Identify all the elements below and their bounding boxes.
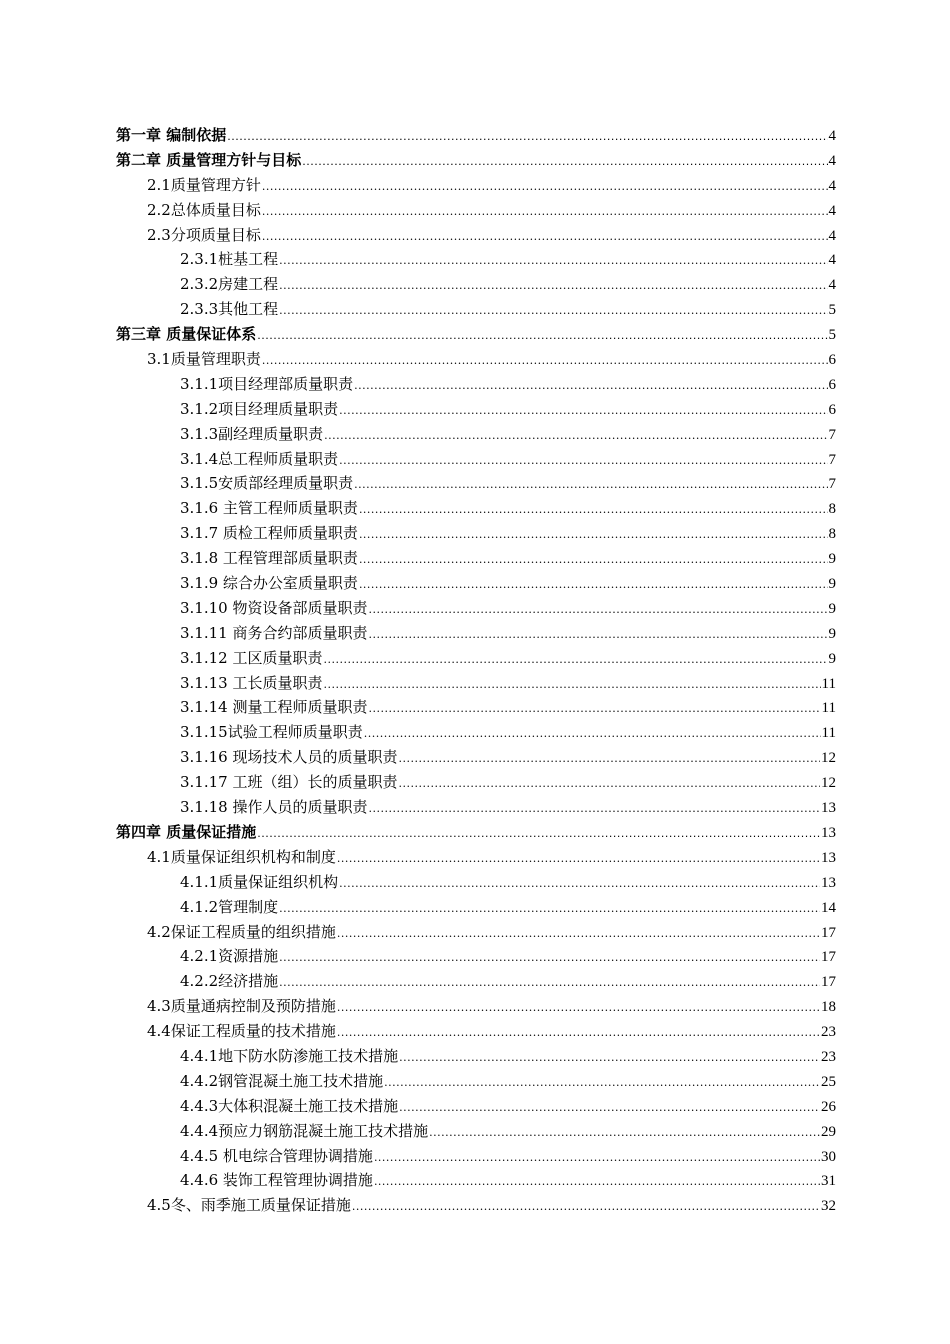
toc-entry-page-number: 6	[828, 376, 836, 393]
toc-entry-page-number: 23	[821, 1048, 836, 1065]
toc-subsection-entry[interactable]	[116, 372, 836, 397]
toc-dot-leader	[302, 150, 827, 175]
table-of-contents	[116, 123, 836, 1218]
toc-dot-leader	[262, 175, 828, 200]
toc-entry-title: 4.3质量通病控制及预防措施	[147, 997, 336, 1016]
toc-dot-leader	[279, 971, 820, 996]
toc-subsection-entry[interactable]	[116, 1168, 836, 1193]
toc-subsection-entry[interactable]	[116, 247, 836, 272]
toc-dot-leader	[323, 673, 820, 698]
toc-subsection-entry[interactable]	[116, 1069, 836, 1094]
toc-entry-page-number: 18	[821, 999, 836, 1016]
toc-entry-page-number: 8	[828, 501, 836, 518]
toc-entry-title: 3.1.11 商务合约部质量职责	[180, 623, 368, 642]
toc-entry-page-number: 9	[828, 625, 836, 642]
toc-subsection-entry[interactable]	[116, 397, 836, 422]
toc-dot-leader	[257, 324, 827, 349]
toc-dot-leader	[262, 225, 828, 250]
toc-dot-leader	[399, 1096, 820, 1121]
toc-dot-leader	[399, 1046, 820, 1071]
toc-entry-page-number: 4	[828, 152, 836, 169]
toc-entry-page-number: 6	[828, 352, 836, 369]
toc-entry-title: 4.4保证工程质量的技术措施	[147, 1022, 336, 1041]
toc-entry-page-number: 11	[821, 725, 836, 742]
toc-entry-page-number: 31	[821, 1173, 836, 1190]
toc-subsection-entry[interactable]	[116, 297, 836, 322]
toc-dot-leader	[323, 648, 827, 673]
toc-entry-title: 3.1.15试验工程师质量职责	[180, 723, 363, 742]
toc-entry-title: 3.1.14 测量工程师质量职责	[180, 698, 368, 717]
toc-entry-title: 3.1.12 工区质量职责	[180, 648, 323, 667]
toc-entry-page-number: 26	[821, 1098, 836, 1115]
toc-entry-title: 3.1.6 主管工程师质量职责	[180, 499, 358, 518]
toc-dot-leader	[339, 449, 827, 474]
toc-subsection-entry[interactable]	[116, 546, 836, 571]
toc-entry-page-number: 4	[828, 177, 836, 194]
toc-entry-page-number: 17	[821, 974, 836, 991]
toc-subsection-entry[interactable]	[116, 671, 836, 696]
toc-dot-leader	[337, 847, 820, 872]
toc-entry-title: 4.4.5 机电综合管理协调措施	[180, 1146, 373, 1165]
toc-entry-page-number: 4	[828, 227, 836, 244]
toc-entry-title: 4.4.3大体积混凝土施工技术措施	[180, 1096, 399, 1115]
toc-entry-title: 4.4.2钢管混凝土施工技术措施	[180, 1071, 384, 1090]
toc-entry-page-number: 11	[821, 700, 836, 717]
toc-subsection-entry[interactable]	[116, 496, 836, 521]
toc-section-entry[interactable]	[116, 1019, 836, 1044]
toc-entry-page-number: 9	[828, 551, 836, 568]
toc-entry-title: 3.1.3副经理质量职责	[180, 424, 324, 443]
toc-entry-title: 4.4.6 装饰工程管理协调措施	[180, 1171, 373, 1190]
toc-entry-page-number: 9	[828, 650, 836, 667]
toc-subsection-entry[interactable]	[116, 1144, 836, 1169]
toc-entry-title: 3.1.2项目经理质量职责	[180, 399, 339, 418]
toc-entry-title: 3.1.10 物资设备部质量职责	[180, 598, 368, 617]
toc-entry-title: 第一章 编制依据	[116, 126, 227, 144]
toc-subsection-entry[interactable]	[116, 795, 836, 820]
toc-dot-leader	[262, 349, 828, 374]
toc-section-entry[interactable]	[116, 223, 836, 248]
toc-entry-page-number: 30	[821, 1148, 836, 1165]
toc-entry-title: 2.3分项质量目标	[147, 225, 261, 244]
toc-subsection-entry[interactable]	[116, 447, 836, 472]
toc-dot-leader	[374, 1146, 820, 1171]
toc-entry-page-number: 12	[821, 750, 836, 767]
toc-entry-page-number: 17	[821, 949, 836, 966]
toc-dot-leader	[359, 573, 828, 598]
toc-dot-leader	[364, 722, 821, 747]
toc-entry-title: 4.4.1地下防水防渗施工技术措施	[180, 1046, 399, 1065]
toc-entry-title: 4.2保证工程质量的组织措施	[147, 922, 336, 941]
toc-chapter-entry[interactable]	[116, 148, 836, 173]
toc-dot-leader	[337, 922, 820, 947]
toc-subsection-entry[interactable]	[116, 1119, 836, 1144]
toc-dot-leader	[324, 424, 827, 449]
toc-entry-page-number: 29	[821, 1123, 836, 1140]
toc-section-entry[interactable]	[116, 994, 836, 1019]
toc-dot-leader	[368, 697, 820, 722]
toc-dot-leader	[257, 822, 820, 847]
toc-entry-title: 4.2.1资源措施	[180, 947, 279, 966]
toc-dot-leader	[398, 747, 820, 772]
toc-subsection-entry[interactable]	[116, 521, 836, 546]
toc-dot-leader	[368, 623, 827, 648]
toc-subsection-entry[interactable]	[116, 870, 836, 895]
toc-dot-leader	[354, 374, 827, 399]
toc-entry-title: 3.1.13 工长质量职责	[180, 673, 323, 692]
toc-entry-page-number: 8	[828, 526, 836, 543]
toc-section-entry[interactable]	[116, 1193, 836, 1218]
toc-dot-leader	[354, 473, 827, 498]
toc-entry-page-number: 13	[821, 800, 836, 817]
toc-entry-title: 第三章 质量保证体系	[116, 325, 257, 344]
toc-dot-leader	[279, 299, 827, 324]
toc-subsection-entry[interactable]	[116, 695, 836, 720]
toc-subsection-entry[interactable]	[116, 895, 836, 920]
toc-entry-title: 4.1.2管理制度	[180, 897, 279, 916]
toc-entry-page-number: 6	[828, 401, 836, 418]
toc-entry-title: 2.1质量管理方针	[147, 175, 261, 194]
toc-chapter-entry[interactable]	[116, 820, 836, 845]
toc-subsection-entry[interactable]	[116, 1044, 836, 1069]
toc-entry-title: 4.1.1质量保证组织机构	[180, 872, 339, 891]
toc-entry-title: 3.1.16 现场技术人员的质量职责	[180, 748, 398, 767]
toc-entry-page-number: 9	[828, 600, 836, 617]
toc-section-entry[interactable]	[116, 173, 836, 198]
toc-section-entry[interactable]	[116, 845, 836, 870]
toc-subsection-entry[interactable]	[116, 471, 836, 496]
toc-entry-title: 4.4.4预应力钢筋混凝土施工技术措施	[180, 1121, 429, 1140]
toc-entry-page-number: 32	[821, 1198, 836, 1215]
toc-subsection-entry[interactable]	[116, 272, 836, 297]
toc-entry-page-number: 7	[828, 426, 836, 443]
toc-subsection-entry[interactable]	[116, 770, 836, 795]
toc-entry-page-number: 4	[828, 128, 836, 144]
toc-entry-title: 2.2总体质量目标	[147, 200, 261, 219]
toc-dot-leader	[429, 1121, 820, 1146]
toc-subsection-entry[interactable]	[116, 720, 836, 745]
toc-entry-page-number: 11	[821, 675, 836, 692]
toc-dot-leader	[374, 1170, 820, 1195]
toc-dot-leader	[227, 125, 827, 150]
toc-section-entry[interactable]	[116, 347, 836, 372]
toc-entry-page-number: 4	[828, 252, 836, 269]
toc-dot-leader	[359, 523, 828, 548]
toc-entry-title: 第四章 质量保证措施	[116, 822, 257, 841]
toc-entry-title: 3.1.18 操作人员的质量职责	[180, 798, 368, 817]
toc-dot-leader	[398, 772, 820, 797]
toc-subsection-entry[interactable]	[116, 621, 836, 646]
toc-entry-title: 2.3.1桩基工程	[180, 250, 279, 269]
toc-section-entry[interactable]	[116, 920, 836, 945]
toc-entry-page-number: 7	[828, 476, 836, 493]
toc-dot-leader	[339, 872, 820, 897]
toc-entry-title: 3.1.8 工程管理部质量职责	[180, 549, 358, 568]
toc-entry-page-number: 7	[828, 451, 836, 468]
toc-subsection-entry[interactable]	[116, 571, 836, 596]
toc-entry-title: 3.1.17 工班（组）长的质量职责	[180, 773, 398, 792]
toc-dot-leader	[337, 996, 820, 1021]
toc-dot-leader	[339, 399, 827, 424]
toc-entry-page-number: 5	[828, 302, 836, 319]
toc-dot-leader	[359, 498, 828, 523]
toc-entry-title: 4.5冬、雨季施工质量保证措施	[147, 1196, 351, 1215]
toc-entry-page-number: 13	[821, 874, 836, 891]
toc-entry-title: 第二章 质量管理方针与目标	[116, 150, 302, 169]
toc-subsection-entry[interactable]	[116, 969, 836, 994]
toc-dot-leader	[279, 946, 820, 971]
toc-chapter-entry[interactable]	[116, 123, 836, 148]
toc-entry-page-number: 25	[821, 1073, 836, 1090]
toc-entry-page-number: 9	[828, 576, 836, 593]
toc-entry-title: 4.1质量保证组织机构和制度	[147, 847, 336, 866]
toc-dot-leader	[279, 249, 827, 274]
toc-subsection-entry[interactable]	[116, 944, 836, 969]
toc-entry-title: 3.1.4总工程师质量职责	[180, 449, 339, 468]
toc-entry-page-number: 4	[828, 202, 836, 219]
toc-entry-title: 3.1质量管理职责	[147, 350, 261, 369]
toc-dot-leader	[337, 1021, 820, 1046]
toc-dot-leader	[352, 1195, 820, 1220]
toc-entry-page-number: 4	[828, 277, 836, 294]
toc-entry-page-number: 14	[821, 899, 836, 916]
toc-entry-page-number: 17	[821, 924, 836, 941]
toc-entry-page-number: 23	[821, 1024, 836, 1041]
toc-entry-title: 2.3.3其他工程	[180, 300, 279, 319]
toc-dot-leader	[384, 1071, 820, 1096]
toc-dot-leader	[368, 797, 820, 822]
toc-dot-leader	[262, 200, 828, 225]
toc-subsection-entry[interactable]	[116, 745, 836, 770]
toc-entry-title: 4.2.2经济措施	[180, 972, 279, 991]
toc-entry-title: 3.1.1项目经理部质量职责	[180, 374, 354, 393]
toc-entry-page-number: 5	[828, 327, 836, 344]
toc-entry-page-number: 13	[821, 824, 836, 841]
toc-entry-page-number: 13	[821, 849, 836, 866]
toc-subsection-entry[interactable]	[116, 422, 836, 447]
toc-chapter-entry[interactable]	[116, 322, 836, 347]
toc-dot-leader	[279, 897, 820, 922]
toc-section-entry[interactable]	[116, 198, 836, 223]
toc-subsection-entry[interactable]	[116, 596, 836, 621]
toc-subsection-entry[interactable]	[116, 1094, 836, 1119]
toc-entry-title: 3.1.5安质部经理质量职责	[180, 474, 354, 493]
toc-entry-title: 2.3.2房建工程	[180, 275, 279, 294]
toc-dot-leader	[368, 598, 827, 623]
toc-dot-leader	[359, 548, 828, 573]
toc-subsection-entry[interactable]	[116, 646, 836, 671]
toc-entry-page-number: 12	[821, 775, 836, 792]
toc-entry-title: 3.1.9 综合办公室质量职责	[180, 574, 358, 593]
toc-entry-title: 3.1.7 质检工程师质量职责	[180, 524, 358, 543]
toc-dot-leader	[279, 274, 827, 299]
